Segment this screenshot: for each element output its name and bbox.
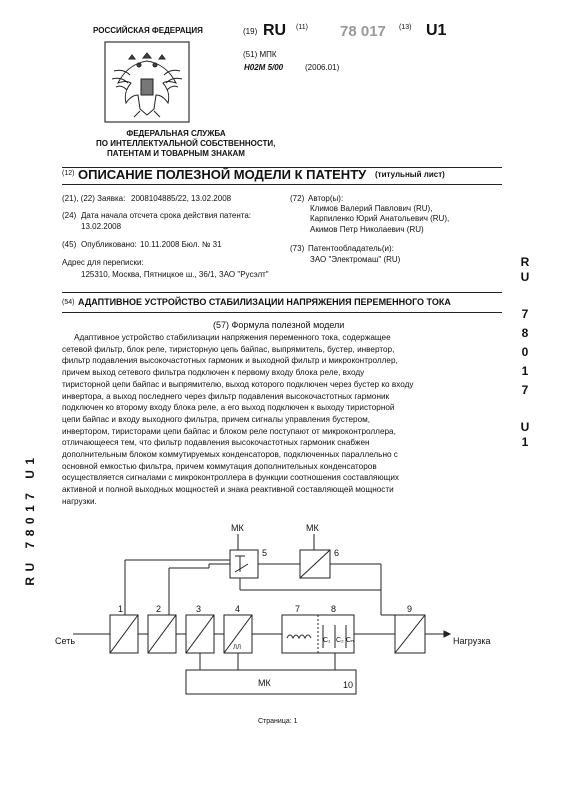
authors-label: Автор(ы): xyxy=(308,194,344,203)
agency-name: ФЕДЕРАЛЬНАЯ СЛУЖБА ПО ИНТЕЛЛЕКТУАЛЬНОЙ СОБСТВЕННОСТИ, ПАТЕНТАМ И ТОВАРНЫМ ЗНАКАМ xyxy=(96,129,276,158)
load-label: Нагрузка xyxy=(453,636,491,646)
right-vertical-number: R U 7 8 0 1 7 U 1 xyxy=(520,255,530,449)
formula-heading: (57) Формула полезной модели xyxy=(213,320,345,330)
block-5-relay xyxy=(230,550,258,578)
c2-label: C₂ xyxy=(336,637,344,644)
start-date-value: 13.02.2008 xyxy=(81,222,122,231)
cn-label: Cₙ xyxy=(346,637,354,644)
patent-number: 78 017 xyxy=(340,23,386,40)
application-value: 2008104885/22, 13.02.2008 xyxy=(131,194,232,203)
address-value: 125310, Москва, Пятницкое ш., 36/1, ЗАО "Русэлт" xyxy=(81,270,269,279)
ipc-label: (51) МПК xyxy=(243,50,277,59)
owner-label: Патентообладатель(и): xyxy=(308,244,394,253)
code-54: (54) xyxy=(62,299,75,306)
coat-of-arms-emblem xyxy=(104,41,190,123)
block-5-num: 5 xyxy=(262,548,268,558)
author-1: Климов Валерий Павлович (RU), xyxy=(310,204,433,213)
owner-value: ЗАО "Электромаш" (RU) xyxy=(310,255,401,264)
formula-text: Адаптивное устройство стабилизации напряжения переменного тока, содержащее сетевой фильтр, блок реле, тиристорную цепь байпас, выпрямитель, бустер, инвертор, фильтр подавления высокочастотных гармоник и выходной фильтр и микроконтроллер, причем выход сетевого фильтра подключен к первому входу блока реле, входу тиристорной цепи байпас и выпрямителю, выход которого подключен через бустер ко входу инвертора, а выход последнего через фильтр подавления высокочастотных гармоник подключен ко второму входу блока реле, а его выход подключен к выходу тиристорной цепи байпас и входу выходного фильтра, причем сигналы управления бустером, инвертором, тиристорами цепи байпас и блоком реле поступают от микроконтроллера, отличающееся тем, что фильтр подавления высокочастотных гармоник снабжен дополнительным блоком коммутируемых конденсаторов, подключенных параллельно с основной емкостью фильтра, причем коммутация дополнительных конденсаторов осуществляется сигналами с микроконтроллера в функции соотношения составляющих активной и полной выходных мощностей и знака реактивной составляющей мощности нагрузки. xyxy=(62,333,414,506)
block-10-microcontroller xyxy=(186,670,356,694)
code-73: (73) xyxy=(290,244,305,253)
document-subtitle: (титульный лист) xyxy=(375,170,445,179)
document-title: ОПИСАНИЕ ПОЛЕЗНОЙ МОДЕЛИ К ПАТЕНТУ xyxy=(78,167,367,182)
code-12: (12) xyxy=(62,170,75,177)
block-9-num: 9 xyxy=(407,604,413,614)
block-4-num: 4 xyxy=(235,604,241,614)
author-3: Акимов Петр Николаевич (RU) xyxy=(310,225,424,234)
block-diagram xyxy=(55,520,505,710)
utility-model-name: АДАПТИВНОЕ УСТРОЙСТВО СТАБИЛИЗАЦИИ НАПРЯЖЕНИЯ ПЕРЕМЕННОГО ТОКА xyxy=(78,297,451,307)
author-2: Карпиленко Юрий Анатольевич (RU), xyxy=(310,214,450,223)
code-72: (72) xyxy=(290,194,305,203)
application-label: (21), (22) Заявка: xyxy=(62,194,126,203)
mk-top-label-1: МК xyxy=(231,523,244,533)
c1-label: C₁ xyxy=(323,637,331,644)
published-label: Опубликовано: xyxy=(81,240,137,249)
mk-bottom-label: МК xyxy=(258,678,271,688)
start-date-label: Дата начала отсчета срока действия патента: xyxy=(81,211,252,220)
block-8-num: 8 xyxy=(331,604,337,614)
block-1-num: 1 xyxy=(118,604,124,614)
seti-label: Сеть xyxy=(55,636,76,646)
block-2-num: 2 xyxy=(156,604,162,614)
block-7-num: 7 xyxy=(295,604,301,614)
published-value: 10.11.2008 Бюл. № 31 xyxy=(140,240,222,249)
code-19: (19) xyxy=(243,27,258,36)
left-vertical-number: RU 78017 U1 xyxy=(23,452,37,586)
block-6-num: 6 xyxy=(334,548,340,558)
ipc-class: H02M 5/00 xyxy=(244,63,284,72)
country-name: РОССИЙСКАЯ ФЕДЕРАЦИЯ xyxy=(93,26,203,35)
block-3-num: 3 xyxy=(196,604,202,614)
code-45: (45) xyxy=(62,240,77,249)
address-label: Адрес для переписки: xyxy=(62,258,144,267)
mk-top-label-2: МК xyxy=(306,523,319,533)
code-11: (11) xyxy=(296,24,308,31)
code-13: (13) xyxy=(399,24,412,31)
ipc-date: (2006.01) xyxy=(305,63,340,72)
code-24: (24) xyxy=(62,211,77,220)
country-code: RU xyxy=(263,22,287,39)
page-number: Страница: 1 xyxy=(258,718,298,725)
rectifier-symbol: ЛЛ xyxy=(233,645,241,651)
kind-code: U1 xyxy=(426,22,447,39)
block-10-num: 10 xyxy=(343,680,354,690)
